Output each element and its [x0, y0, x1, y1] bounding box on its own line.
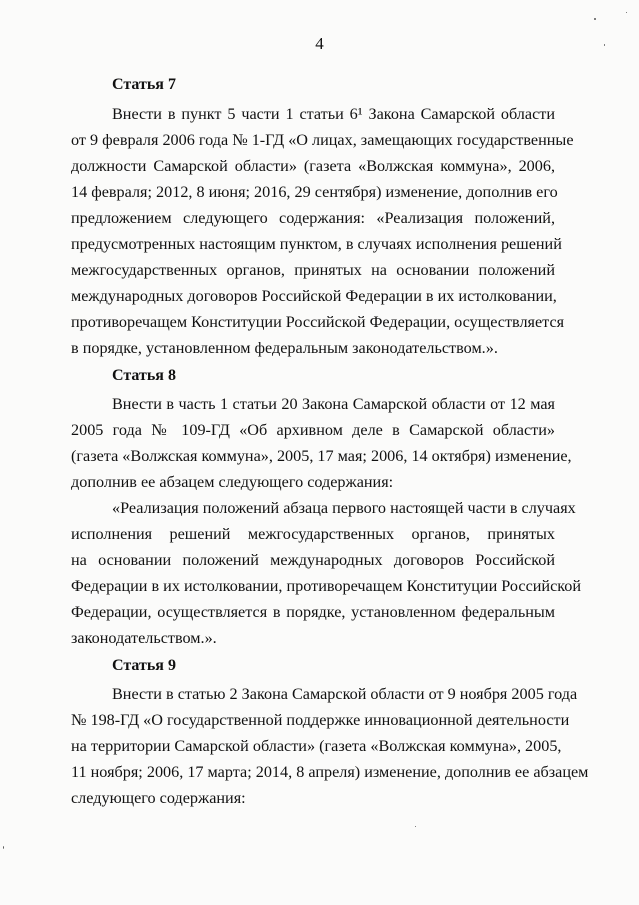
article-7-line: Внести в пункт 5 части 1 статьи 6¹ Закона Самарской области: [112, 105, 555, 123]
article-9-line: на территории Самарской области» (газета «Волжская коммуна», 2005,: [71, 737, 562, 755]
scan-speck: [626, 12, 627, 13]
scan-speck: [594, 18, 596, 20]
article-7-line: предложением следующего содержания: «Реализация положений,: [71, 209, 555, 227]
article-8-line: Внести в часть 1 статьи 20 Закона Самарской области от 12 мая: [112, 395, 555, 413]
scan-speck: [415, 826, 416, 827]
article-9-heading: Статья 9: [112, 657, 176, 674]
scan-speck: [604, 44, 605, 46]
article-7-line: международных договоров Российской Федерации в их истолковании,: [71, 287, 557, 305]
article-8-quote-line: Федерации, осуществляется в порядке, установленном федеральным: [71, 603, 555, 621]
article-7-line: от 9 февраля 2006 года № 1-ГД «О лицах, замещающих государственные: [71, 131, 574, 149]
article-9-line: следующего содержания:: [71, 789, 246, 807]
article-9-line: № 198-ГД «О государственной поддержке инновационной деятельности: [71, 711, 570, 729]
article-8-quote-line: законодательством.».: [71, 629, 217, 647]
article-7-line: должности Самарской области» (газета «Волжская коммуна», 2006,: [71, 157, 555, 175]
article-7-line: предусмотренных настоящим пунктом, в случаях исполнения решений: [71, 235, 562, 253]
article-8-heading: Статья 8: [112, 367, 176, 384]
article-9-line: Внести в статью 2 Закона Самарской области от 9 ноября 2005 года: [112, 685, 578, 703]
article-8-line: 2005 года № 109-ГД «Об архивном деле в Самарской области»: [71, 421, 555, 439]
article-7-line: 14 февраля; 2012, 8 июня; 2016, 29 сентября) изменение, дополнив его: [71, 183, 558, 201]
article-7-line: в порядке, установленном федеральным законодательством.».: [71, 339, 498, 357]
article-7-line: межгосударственных органов, принятых на основании положений: [71, 261, 555, 279]
article-7-line: противоречащем Конституции Российской Федерации, осуществляется: [71, 313, 565, 331]
article-8-line: (газета «Волжская коммуна», 2005, 17 мая; 2006, 14 октября) изменение,: [71, 447, 572, 465]
scan-speck: [3, 846, 4, 849]
article-8-quote-line: исполнения решений межгосударственных органов, принятых: [71, 525, 555, 543]
article-8-line: дополнив ее абзацем следующего содержания:: [71, 473, 394, 491]
page-number: 4: [315, 34, 324, 53]
article-8-quote-line: «Реализация положений абзаца первого настоящей части в случаях: [112, 499, 576, 517]
article-9-line: 11 ноября; 2006, 17 марта; 2014, 8 апреля) изменение, дополнив ее абзацем: [71, 763, 589, 781]
article-8-quote-line: на основании положений международных договоров Российской: [71, 551, 555, 569]
article-8-quote-line: Федерации в их истолковании, противоречащем Конституции Российской: [71, 577, 582, 595]
article-7-heading: Статья 7: [112, 76, 176, 93]
